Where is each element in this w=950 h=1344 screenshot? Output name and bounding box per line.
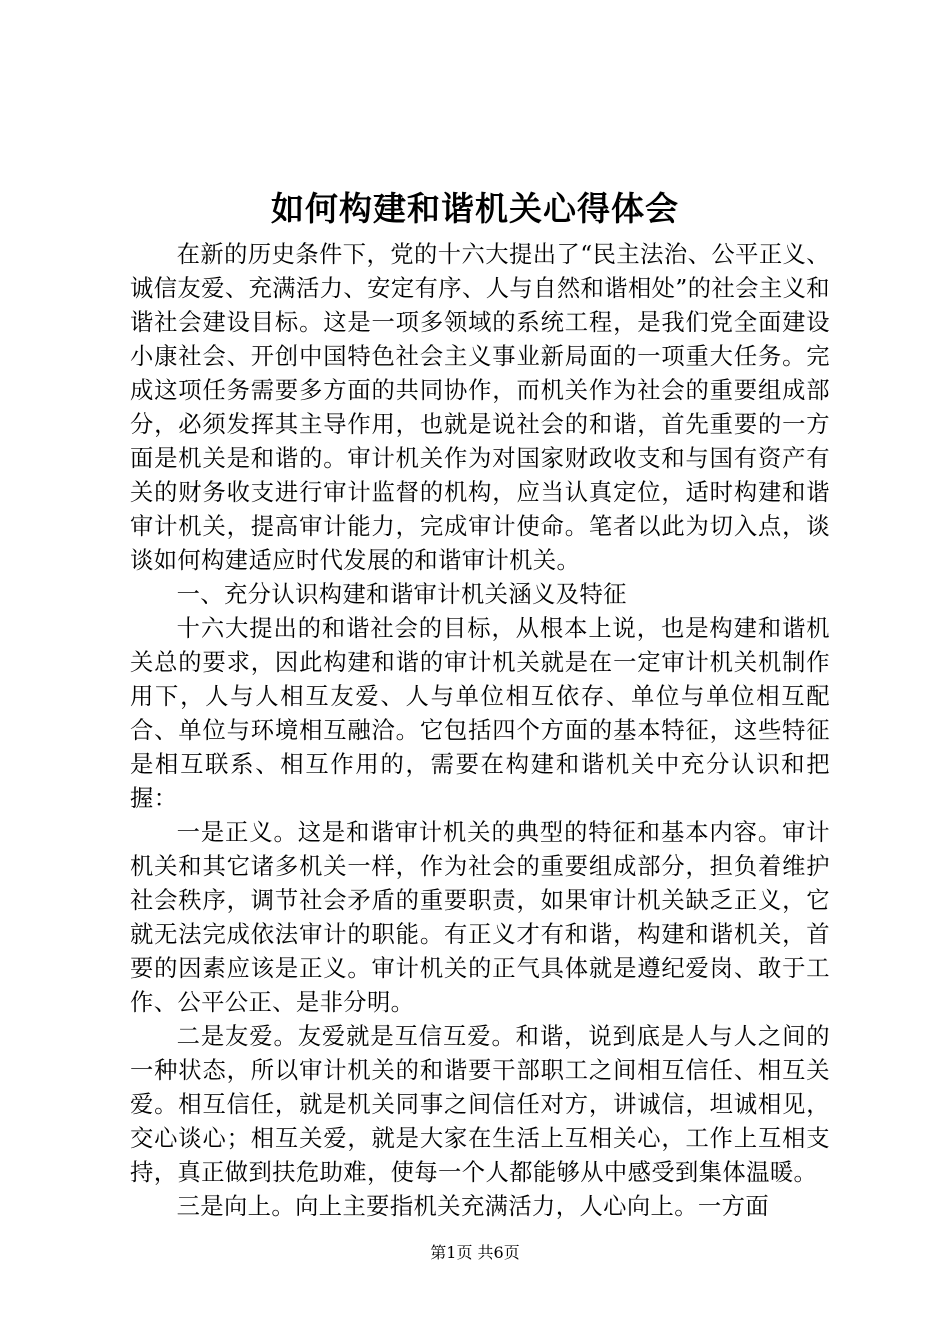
document-title: 如何构建和谐机关心得体会 (271, 189, 679, 228)
section-heading-1: 一、充分认识构建和谐审计机关涵义及特征 (176, 581, 627, 608)
page-footer: 第1页 共6页 (430, 1243, 520, 1262)
document-body (130, 238, 830, 1224)
paragraph-friendship: 二是友爱。友爱就是互信互爱。和谐，说到底是人与人之间的一种状态，所以审计机关的和谐要干部职工之间相互信任、相互关爱。相互信任，就是机关同事之间信任对方，讲诚信，坦诚相见，交心谈心；相互关爱，就是大家在生活上互相关心，工作上互相支持，真正做到扶危助难，使每一个人都能够从中感受到集体温暖。 (130, 1023, 830, 1186)
paragraph-harmonious-meaning: 十六大提出的和谐社会的目标，从根本上说，也是构建和谐机关总的要求，因此构建和谐的审计机关就是在一定审计机关机制作用下，人与人相互友爱、人与单位相互依存、单位与单位相互配合、单位与环境相互融洽。它包括四个方面的基本特征，这些特征是相互联系、相互作用的，需要在构建和谐机关中充分认识和把握： (130, 615, 830, 812)
paragraph-intro: 在新的历史条件下，党的十六大提出了“民主法治、公平正义、诚信友爱、充满活力、安定有序、人与自然和谐相处”的社会主义和谐社会建设目标。这是一项多领域的系统工程，是我们党全面建设小康社会、开创中国特色社会主义事业新局面的一项重大任务。完成这项任务需要多方面的共同协作，而机关作为社会的重要组成部分，必须发挥其主导作用，也就是说社会的和谐，首先重要的一方面是机关是和谐的。审计机关作为对国家财政收支和与国有资产有关的财务收支进行审计监督的机构，应当认真定位，适时构建和谐审计机关，提高审计能力，完成审计使命。笔者以此为切入点，谈谈如何构建适应时代发展的和谐审计机关。 (130, 241, 830, 574)
paragraph-justice: 一是正义。这是和谐审计机关的典型的特征和基本内容。审计机关和其它诸多机关一样，作为社会的重要组成部分，担负着维护社会秩序，调节社会矛盾的重要职责，如果审计机关缺乏正义，它就无法完成依法审计的职能。有正义才有和谐，构建和谐机关，首要的因素应该是正义。审计机关的正气具体就是遵纪爱岗、敢于工作、公平公正、是非分明。 (130, 819, 830, 1016)
paragraph-upward: 三是向上。向上主要指机关充满活力，人心向上。一方面 (176, 1193, 770, 1220)
